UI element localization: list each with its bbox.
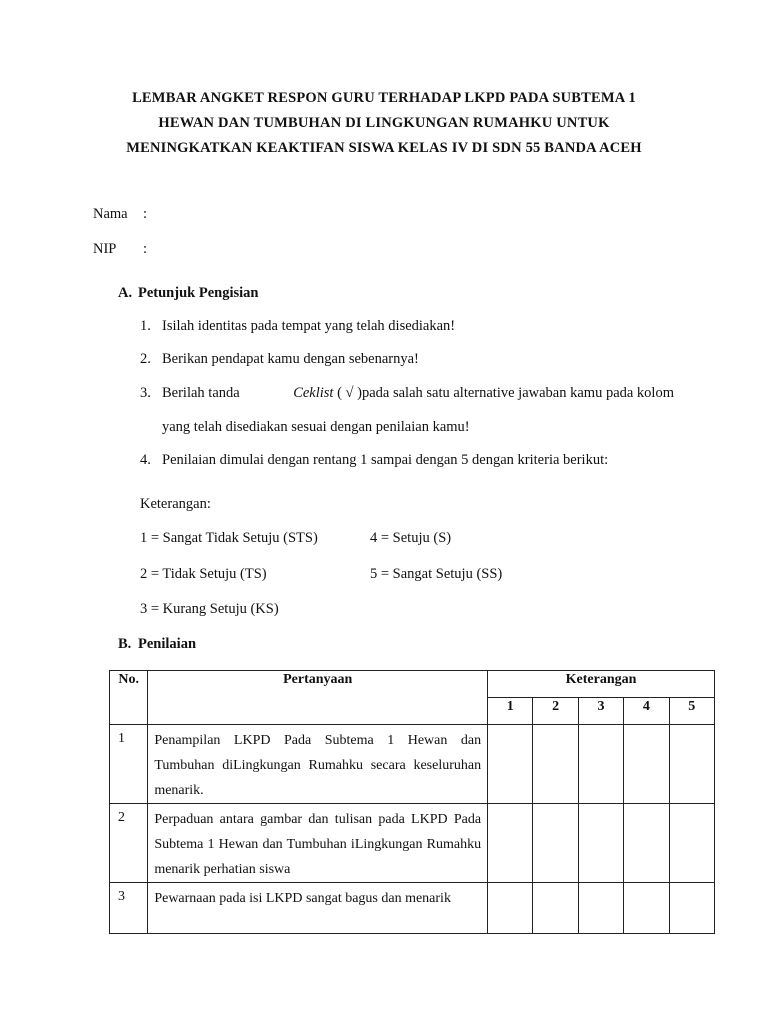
rating-cell-3[interactable] — [578, 725, 623, 804]
scale-4: 4 = Setuju (S) — [370, 530, 452, 546]
nip-label: NIP — [93, 241, 117, 257]
assessment-table — [109, 670, 715, 934]
rating-cell-4[interactable] — [624, 725, 669, 804]
rating-cell-5[interactable] — [669, 725, 714, 804]
document-title — [60, 86, 708, 161]
header-question: Pertanyaan — [148, 671, 488, 725]
nama-label: Nama — [93, 206, 128, 222]
rating-cell-1[interactable] — [488, 725, 533, 804]
instruction-item — [140, 452, 608, 469]
scale-header-1: 1 — [488, 698, 533, 725]
instruction-number: 4. — [140, 452, 151, 468]
scale-header-3: 3 — [578, 698, 623, 725]
header-no: No. — [110, 671, 148, 725]
title-line-2: HEWAN DAN TUMBUHAN DI LINGKUNGAN RUMAHKU UNTUK — [158, 115, 610, 131]
scale-header-5: 5 — [669, 698, 714, 725]
rating-cell-2[interactable] — [533, 804, 578, 883]
row-number: 1 — [110, 725, 148, 804]
table-row — [110, 804, 715, 883]
ceklist-term: Ceklist — [293, 385, 334, 401]
scale-1: 1 = Sangat Tidak Setuju (STS) — [140, 530, 318, 546]
instruction-text: ( √ )pada salah satu alternative jawaban kamu pada kolom — [337, 385, 674, 401]
section-a-letter: A. — [118, 285, 133, 301]
row-question: Penampilan LKPD Pada Subtema 1 Hewan dan Tumbuhan diLingkungan Rumahku secara keseluruhan menarik. — [148, 725, 488, 804]
nip-field[interactable] — [93, 241, 148, 258]
rating-cell-2[interactable] — [533, 883, 578, 934]
scale-header-4: 4 — [624, 698, 669, 725]
instruction-number: 2. — [140, 351, 151, 367]
rating-cell-1[interactable] — [488, 883, 533, 934]
section-a-heading — [118, 285, 258, 302]
rating-cell-4[interactable] — [624, 804, 669, 883]
rating-cell-5[interactable] — [669, 804, 714, 883]
row-question: Pewarnaan pada isi LKPD sangat bagus dan menarik — [148, 883, 488, 934]
title-line-1: LEMBAR ANGKET RESPON GURU TERHADAP LKPD PADA SUBTEMA 1 — [132, 90, 636, 106]
instruction-number: 3. — [140, 385, 151, 401]
nip-colon: : — [143, 241, 148, 257]
section-b-letter: B. — [118, 636, 132, 652]
scale-3: 3 = Kurang Setuju (KS) — [140, 601, 279, 617]
rating-cell-3[interactable] — [578, 883, 623, 934]
section-b-heading — [118, 636, 196, 653]
instruction-number: 1. — [140, 318, 151, 334]
rating-cell-2[interactable] — [533, 725, 578, 804]
row-question: Perpaduan antara gambar dan tulisan pada LKPD Pada Subtema 1 Hewan dan Tumbuhan iLingkungan Rumahku menarik perhatian siswa — [148, 804, 488, 883]
scale-2: 2 = Tidak Setuju (TS) — [140, 566, 267, 582]
table-row — [110, 725, 715, 804]
instruction-continuation: yang telah disediakan sesuai dengan penilaian kamu! — [162, 419, 470, 435]
instruction-text: Penilaian dimulai dengan rentang 1 sampai dengan 5 dengan kriteria berikut: — [162, 452, 609, 468]
rating-cell-5[interactable] — [669, 883, 714, 934]
instruction-item — [140, 385, 674, 402]
instruction-text: Isilah identitas pada tempat yang telah disediakan! — [162, 318, 456, 334]
section-b-title: Penilaian — [138, 636, 197, 652]
scale-header-2: 2 — [533, 698, 578, 725]
row-number: 2 — [110, 804, 148, 883]
nama-field[interactable] — [93, 206, 148, 223]
nama-colon: : — [143, 206, 148, 222]
instruction-text: Berilah tanda — [162, 385, 240, 401]
instruction-item — [140, 318, 455, 335]
table-row — [110, 883, 715, 934]
rating-cell-1[interactable] — [488, 804, 533, 883]
section-a-title: Petunjuk Pengisian — [138, 285, 259, 301]
rating-cell-4[interactable] — [624, 883, 669, 934]
header-keterangan: Keterangan — [488, 671, 715, 698]
keterangan-label: Keterangan: — [140, 496, 211, 512]
instruction-item — [140, 351, 419, 368]
row-number: 3 — [110, 883, 148, 934]
instruction-text: Berikan pendapat kamu dengan sebenarnya! — [162, 351, 419, 367]
title-line-3: MENINGKATKAN KEAKTIFAN SISWA KELAS IV DI SDN 55 BANDA ACEH — [126, 140, 642, 156]
rating-cell-3[interactable] — [578, 804, 623, 883]
scale-5: 5 = Sangat Setuju (SS) — [370, 566, 503, 582]
